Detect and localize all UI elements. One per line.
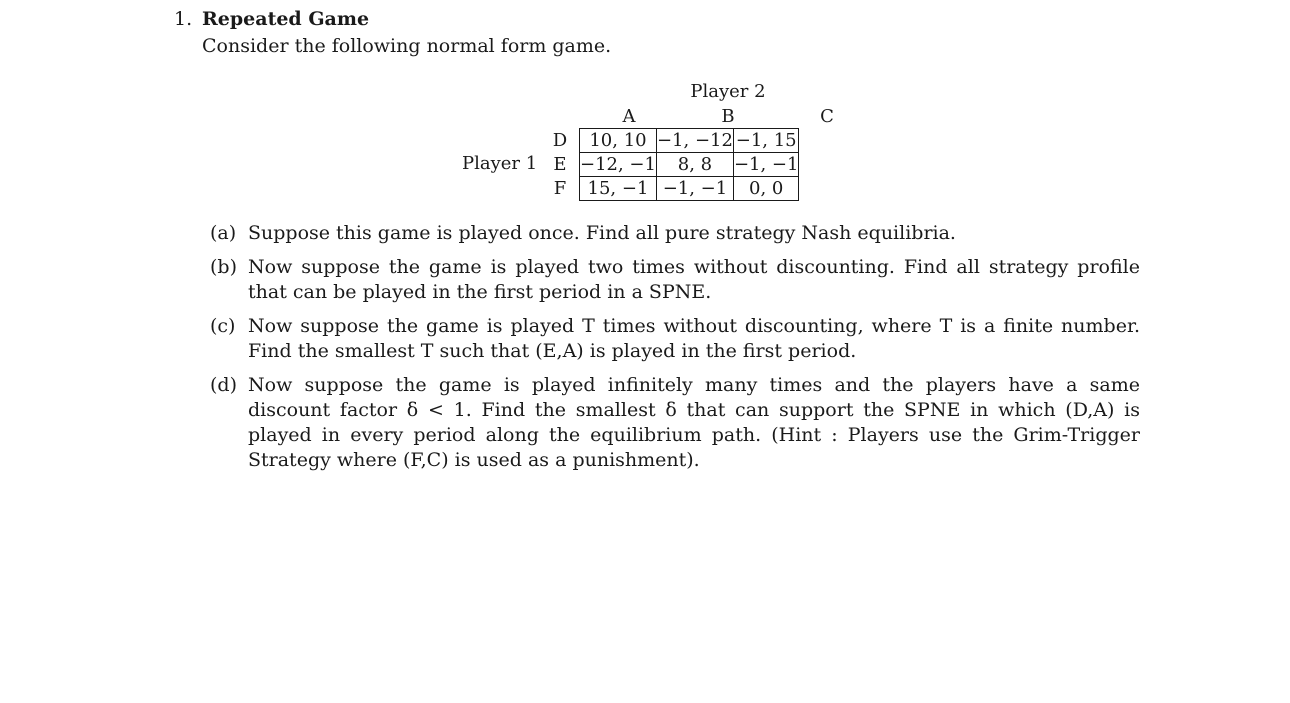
payoff-cell-d-b: −1, −12 [656, 129, 733, 151]
question-text: Now suppose the game is played two times without discounting. Find all strategy profile that can be played in the first period in a SPNE. [248, 256, 1140, 303]
question-label: (c) [210, 315, 236, 337]
question-a [210, 221, 1140, 246]
problem-heading [174, 6, 369, 32]
payoff-cell-e-c: −1, −1 [733, 153, 799, 175]
question-b [210, 255, 1140, 305]
problem-title: Repeated Game [202, 8, 370, 30]
payoff-cell-f-c: 0, 0 [733, 177, 799, 201]
row-header-f: F [553, 178, 567, 199]
question-list [210, 221, 1140, 482]
payoff-row-d [580, 129, 799, 153]
problem-intro: Consider the following normal form game. [202, 35, 612, 57]
column-header-b: B [721, 106, 735, 127]
question-label: (a) [210, 222, 237, 244]
payoff-cell-e-b: 8, 8 [656, 153, 733, 177]
payoff-cell-d-a: 10, 10 [580, 129, 657, 153]
player2-label: Player 2 [690, 81, 766, 102]
row-header-d: D [552, 130, 568, 151]
payoff-cell-d-c: −1, 15 [733, 129, 799, 153]
question-text: Suppose this game is played once. Find all pure strategy Nash equilibria. [248, 222, 956, 244]
question-text: Now suppose the game is played T times without discounting, where T is a finite number. Find the smallest T such that (E,A) is played in the first period. [248, 315, 1140, 362]
payoff-cell-f-a: 15, −1 [580, 177, 657, 201]
column-header-c: C [820, 106, 834, 127]
payoff-table [579, 128, 799, 201]
question-c [210, 314, 1140, 364]
player1-label: Player 1 [462, 153, 538, 174]
payoff-cell-e-a: −12, −1 [580, 153, 656, 175]
payoff-row-f [580, 177, 799, 201]
question-label: (d) [210, 374, 237, 396]
column-header-a: A [622, 106, 636, 127]
row-header-e: E [553, 154, 567, 175]
question-label: (b) [210, 256, 237, 278]
question-d [210, 373, 1140, 473]
payoff-row-e [580, 153, 799, 177]
problem-number: 1. [174, 8, 193, 30]
question-text: Now suppose the game is played infinitely many times and the players have a same discount factor δ < 1. Find the smallest δ that can support the SPNE in which (D,A) is played in every period along the equilibrium path. (Hint : Players use the Grim-Trigger Strategy where (F,C) is used as a punishment). [248, 374, 1140, 471]
payoff-cell-f-b: −1, −1 [656, 177, 733, 201]
